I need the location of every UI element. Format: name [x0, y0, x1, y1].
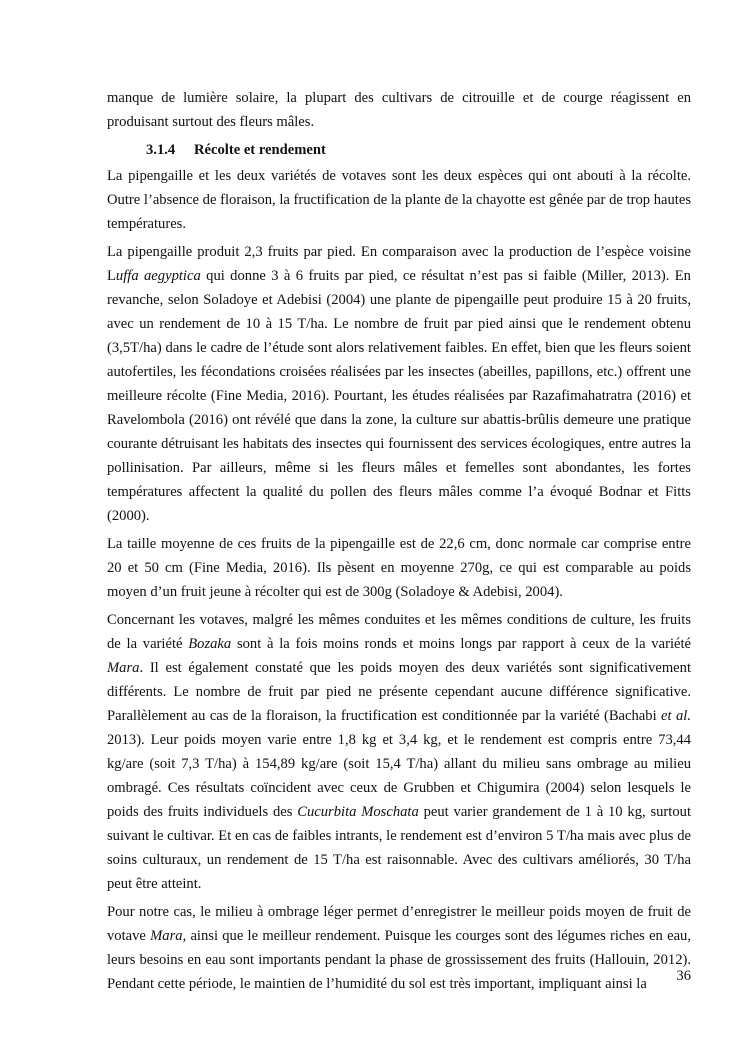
variety-name: Mara [107, 660, 140, 676]
paragraph-light-shade: Pour notre cas, le milieu à ombrage léger permet d’enregistrer le meilleur poids moyen de fruit de votave Mara, ainsi que le meilleur rendement. Puisque les courges sont des légumes riches en eau, leurs besoins en eau sont importants pendant la phase de grossissement des fruits (Hallouin, 2012). Pendant cette période, le maintien de l’humidité du sol est très important, impliquant ainsi la [107, 904, 691, 992]
species-name: Cucurbita Moschata [297, 804, 419, 820]
paragraph-pipengaille-yield: La pipengaille produit 2,3 fruits par pied. En comparaison avec la production de l’espèce voisine Luffa aegyptica qui donne 3 à 6 fruits par pied, ce résultat n’est pas si faible (Miller, 2013). En revanche, selon Soladoye et Adebisi (2004) une plante de pipengaille peut produire 15 à 20 fruits, avec un rendement de 10 à 15 T/ha. Le nombre de fruit par pied ainsi que le rendement obtenu (3,5T/ha) dans le cadre de l’étude sont alors relativement faibles. En effet, bien que les fleurs soient autofertiles, les fécondations croisées réalisées par les insectes (abeilles, papillons, etc.) offrent une meilleure récolte (Fine Media, 2016). Pourtant, les études réalisées par Razafimahatratra (2016) et Ravelombola (2016) ont révélé que dans la zone, la culture sur abattis-brûlis demeure une pratique courante détruisant les habitats des insectes qui fournissent des services écologiques, entre autres la pollinisation. Par ailleurs, même si les fleurs mâles et femelles sont abondantes, les fortes températures affectent la qualité du pollen des fleurs mâles comme l’a évoqué Bodnar et Fitts (2000). [107, 244, 691, 524]
section-number: 3.1.4 [146, 142, 176, 158]
section-title: Récolte et rendement [194, 142, 326, 158]
species-name: uffa aegyptica [115, 268, 201, 284]
variety-name: Bozaka [188, 636, 232, 652]
paragraph-continuation: manque de lumière solaire, la plupart des cultivars de citrouille et de courge réagissent en produisant surtout des fleurs mâles. [107, 90, 691, 130]
paragraph-votaves: Concernant les votaves, malgré les mêmes conduites et les mêmes conditions de culture, les fruits de la variété Bozaka sont à la fois moins ronds et moins longs par rapport à ceux de la variété Mara. Il est également constaté que les poids moyen des deux variétés sont significativement différents. Le nombre de fruit par pied ne présente cependant aucune différence significative. Parallèlement au cas de la floraison, la fructification est conditionnée par la variété (Bachabi et al. 2013). Leur poids moyen varie entre 1,8 kg et 3,4 kg, et le rendement est compris entre 73,44 kg/are (soit 7,3 T/ha) à 154,89 kg/are (soit 15,4 T/ha) allant du milieu sans ombrage au milieu ombragé. Ces résultats coïncident avec ceux de Grubben et Chigumira (2004) selon lesquels le poids des fruits individuels des Cucurbita Moschata peut varier grandement de 1 à 10 kg, surtout suivant le cultivar. Et en cas de faibles intrants, le rendement est d’environ 5 T/ha mais avec plus de soins culturaux, un rendement de 15 T/ha est raisonnable. Avec des cultivars améliorés, 30 T/ha peut être atteint. [107, 612, 692, 892]
citation-et-al: et al. [661, 708, 691, 724]
variety-name: Mara [150, 928, 183, 944]
paragraph-harvest-species: La pipengaille et les deux variétés de votaves sont les deux espèces qui ont abouti à la récolte. Outre l’absence de floraison, la fructification de la plante de la chayotte est gênée par de trop hautes températures. [107, 168, 691, 232]
page-number: 36 [676, 968, 691, 984]
section-heading [107, 138, 691, 162]
paragraph-fruit-size: La taille moyenne de ces fruits de la pipengaille est de 22,6 cm, donc normale car comprise entre 20 et 50 cm (Fine Media, 2016). Ils pèsent en moyenne 270g, ce qui est comparable au poids moyen d’un fruit jeune à récolter qui est de 300g (Soladoye & Adebisi, 2004). [107, 536, 691, 600]
document-page [107, 86, 691, 1000]
